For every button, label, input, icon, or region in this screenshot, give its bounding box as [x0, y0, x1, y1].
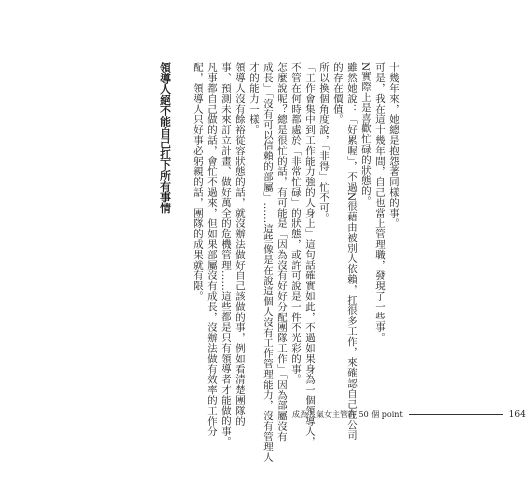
emphasis-heading-column: 領導人絕不能自己扛下所有事情	[159, 62, 172, 214]
text-column: 領導人沒有餘裕從容狀態的話，就沒辦法做好自己該做的事，例如看清楚團隊的	[233, 62, 245, 426]
text-column: 成長」「沒有可以信賴的部屬」……這些像是在說這個人沒有工作管理能力，沒有管理人	[261, 62, 273, 463]
text-column: 雖然她說：「好累喔」，不過N很藉由被別人依賴，扛很多工作，來確認自己在公司	[345, 62, 357, 441]
text-column: 才的能力一樣。	[247, 62, 259, 135]
text-column: 的存在價值。	[331, 62, 343, 125]
text-column: 配，領導人只好事必躬親的話，團隊的成果就有限。	[191, 62, 203, 302]
text-column: 不管在何時都處於「非常忙碌」的狀態，或許可說是一件不光彩的事。	[289, 62, 301, 385]
text-column: 事、預測未來訂立計畫、做好萬全的危機管理……這些都是只有領導者才能做的事。	[219, 62, 231, 447]
text-column: 所以換個角度說，「非得」忙不可。	[317, 62, 329, 224]
footer-rule	[409, 414, 503, 415]
text-column: N實際上是喜歡忙碌的狀態的。	[359, 62, 371, 207]
page-footer	[292, 409, 526, 420]
text-column: 凡事都自己做的話，會忙不過來，但如果部屬沒有成長，沒辦法做有效率的工作分	[205, 62, 217, 437]
footer-book-title: 成為人氣女主管的 50 個 point	[292, 410, 403, 419]
text-column: 十幾年來，她總是抱怨著同樣的事。	[387, 62, 399, 229]
text-column: 「工作會集中到工作能力強的人身上」這句話確實如此，不過如果身為一個領導人，	[303, 62, 315, 447]
text-column: 怎麼說呢？總是很忙的話，有可能是「因為沒有好好分配團隊工作」「因為部屬沒有	[275, 62, 287, 442]
page-number: 164	[508, 409, 526, 420]
text-column: 可是，我在這十幾年間，自己也當上管理職，發現了一些事。	[373, 62, 385, 343]
